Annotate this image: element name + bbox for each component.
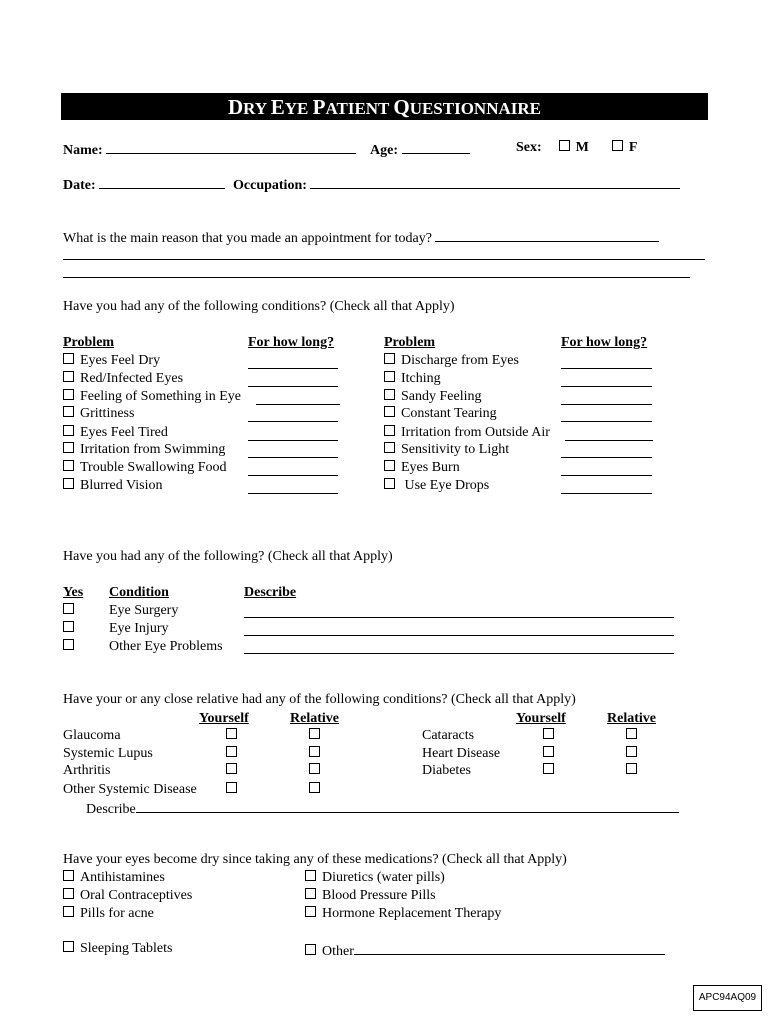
family-label: Cataracts [422, 728, 475, 743]
duration-line[interactable] [561, 475, 652, 476]
condition-row [63, 442, 225, 458]
relative-checkbox[interactable] [309, 728, 320, 739]
condition-checkbox[interactable] [63, 478, 74, 489]
form-code: APC94AQ09 [693, 985, 762, 1011]
medication-row [305, 941, 665, 960]
yourself-checkbox[interactable] [226, 728, 237, 739]
family-describe-row [86, 799, 679, 818]
duration-line[interactable] [248, 493, 338, 494]
condition-checkbox[interactable] [63, 442, 74, 453]
duration-line[interactable] [248, 457, 338, 458]
title-letter: D [228, 95, 244, 119]
medication-row [305, 888, 436, 904]
condition-checkbox[interactable] [384, 478, 395, 489]
family-label: Diabetes [422, 763, 471, 778]
family-label: Other Systemic Disease [63, 782, 197, 797]
medication-label: Blood Pressure Pills [322, 888, 436, 903]
condition-checkbox[interactable] [384, 371, 395, 382]
col-how-long-right: For how long? [561, 335, 648, 350]
condition-row [63, 353, 160, 369]
reason-line-3[interactable] [63, 277, 690, 278]
medication-checkbox[interactable] [305, 870, 316, 881]
col-yes: Yes [63, 585, 84, 600]
history-checkbox[interactable] [63, 603, 74, 614]
condition-row [384, 353, 519, 369]
duration-line[interactable] [248, 475, 338, 476]
condition-label: Trouble Swallowing Food [80, 460, 227, 475]
sex-label: Sex: [516, 140, 542, 155]
relative-checkbox[interactable] [309, 782, 320, 793]
reason-line-2[interactable] [63, 259, 705, 260]
history-checkbox-wrap [63, 621, 74, 637]
col-condition: Condition [109, 585, 169, 600]
family-label: Arthritis [63, 763, 111, 778]
family-checkbox-wrap [309, 746, 320, 762]
title-part: RY [243, 99, 267, 118]
condition-row [384, 371, 441, 387]
duration-line[interactable] [565, 440, 653, 441]
family-checkbox-wrap [226, 746, 237, 762]
history-label: Eye Surgery [109, 603, 179, 618]
duration-line[interactable] [561, 368, 652, 369]
family-checkbox-wrap [543, 728, 554, 744]
condition-label: Discharge from Eyes [401, 353, 519, 368]
condition-label: Eyes Feel Dry [80, 353, 161, 368]
duration-line[interactable] [248, 421, 338, 422]
condition-label: Constant Tearing [401, 406, 497, 421]
medication-checkbox[interactable] [305, 906, 316, 917]
condition-checkbox[interactable] [384, 389, 395, 400]
family-intro: Have your or any close relative had any of the following conditions? (Check all that Apply) [63, 692, 576, 707]
medication-label: Hormone Replacement Therapy [322, 906, 502, 921]
condition-checkbox[interactable] [63, 389, 74, 400]
title-letter: Q [393, 95, 410, 119]
duration-line[interactable] [248, 368, 338, 369]
occupation-row [233, 175, 680, 194]
medication-label: Pills for acne [80, 906, 154, 921]
family-checkbox-wrap [226, 763, 237, 779]
condition-label: Sandy Feeling [401, 389, 482, 404]
condition-label: Irritation from Outside Air [401, 425, 550, 440]
duration-line[interactable] [561, 493, 652, 494]
reason-question: What is the main reason that you made an appointment for today? [63, 231, 432, 246]
medication-row [63, 941, 172, 957]
history-checkbox[interactable] [63, 639, 74, 650]
relative-checkbox[interactable] [626, 763, 637, 774]
col-problem-left: Problem [63, 335, 115, 350]
family-checkbox-wrap [626, 746, 637, 762]
yourself-checkbox[interactable] [543, 763, 554, 774]
relative-checkbox[interactable] [626, 746, 637, 757]
title-letter: P [312, 95, 326, 119]
family-checkbox-wrap [309, 728, 320, 744]
date-label: Date: [63, 178, 96, 193]
name-label: Name: [63, 143, 103, 158]
date-row [63, 175, 225, 194]
condition-checkbox[interactable] [384, 442, 395, 453]
condition-label: Grittiness [80, 406, 135, 421]
family-checkbox-wrap [226, 728, 237, 744]
history-describe-line[interactable] [244, 653, 674, 654]
condition-label: Irritation from Swimming [80, 442, 226, 457]
yourself-checkbox[interactable] [226, 746, 237, 757]
age-label: Age: [370, 143, 398, 158]
family-checkbox-wrap [309, 782, 320, 798]
condition-label: Use Eye Drops [404, 478, 490, 493]
col-how-long-left: For how long? [248, 335, 335, 350]
family-label: Glaucoma [63, 728, 121, 743]
medication-checkbox[interactable] [63, 888, 74, 899]
name-row [63, 140, 356, 159]
history-label: Other Eye Problems [109, 639, 223, 654]
sex-m-checkbox[interactable] [559, 140, 570, 151]
reason-field[interactable] [435, 228, 659, 242]
duration-line[interactable] [248, 440, 338, 441]
condition-row [384, 425, 550, 441]
condition-checkbox[interactable] [384, 425, 395, 436]
condition-row [384, 406, 497, 422]
condition-label: Blurred Vision [80, 478, 163, 493]
medication-row [63, 870, 165, 886]
condition-row [384, 460, 460, 476]
medication-row [305, 906, 501, 922]
condition-checkbox[interactable] [384, 406, 395, 417]
condition-checkbox[interactable] [63, 371, 74, 382]
col-problem-right: Problem [384, 335, 436, 350]
medication-label: Oral Contraceptives [80, 888, 193, 903]
duration-line[interactable] [256, 404, 340, 405]
occupation-label: Occupation: [233, 178, 307, 193]
condition-label: Sensitivity to Light [401, 442, 510, 457]
condition-row [63, 406, 134, 422]
sex-row [516, 140, 637, 156]
other-medication-field[interactable] [354, 941, 665, 955]
duration-line[interactable] [561, 421, 652, 422]
family-describe-field[interactable] [136, 799, 679, 813]
sex-m-label: M [575, 140, 589, 155]
medication-label: Other [322, 944, 354, 959]
condition-checkbox[interactable] [384, 353, 395, 364]
condition-row [63, 460, 227, 476]
relative-checkbox[interactable] [626, 728, 637, 739]
history-checkbox[interactable] [63, 621, 74, 632]
family-checkbox-wrap [543, 763, 554, 779]
medication-label: Antihistamines [80, 870, 165, 885]
medication-row [63, 888, 192, 904]
condition-label: Red/Infected Eyes [80, 371, 184, 386]
medications-intro: Have your eyes become dry since taking any of these medications? (Check all that Apply) [63, 852, 567, 867]
medication-row [63, 906, 154, 922]
yourself-checkbox[interactable] [543, 746, 554, 757]
condition-row [384, 478, 489, 494]
describe-label: Describe [86, 802, 136, 817]
medication-label: Sleeping Tablets [80, 941, 173, 956]
name-field[interactable] [106, 140, 356, 154]
medication-checkbox[interactable] [305, 944, 316, 955]
condition-label: Feeling of Something in Eye [80, 389, 241, 404]
condition-row [63, 371, 183, 387]
occupation-field[interactable] [310, 175, 680, 189]
family-label: Systemic Lupus [63, 746, 153, 761]
condition-row [63, 425, 168, 441]
col-relative-left: Relative [290, 711, 339, 726]
family-checkbox-wrap [543, 746, 554, 762]
condition-label: Eyes Feel Tired [80, 425, 168, 440]
date-field[interactable] [99, 175, 225, 189]
condition-checkbox[interactable] [63, 460, 74, 471]
reason-row [63, 228, 659, 247]
history-label: Eye Injury [109, 621, 169, 636]
medication-checkbox[interactable] [305, 888, 316, 899]
family-checkbox-wrap [626, 763, 637, 779]
duration-line[interactable] [561, 386, 652, 387]
col-relative-right: Relative [607, 711, 656, 726]
medication-label: Diuretics (water pills) [322, 870, 445, 885]
condition-checkbox[interactable] [63, 425, 74, 436]
title-part: ATIENT [325, 99, 390, 118]
history-checkbox-wrap [63, 603, 74, 619]
condition-row [63, 478, 163, 494]
history-checkbox-wrap [63, 639, 74, 655]
col-describe: Describe [244, 585, 297, 600]
condition-checkbox[interactable] [63, 353, 74, 364]
sex-f-checkbox[interactable] [612, 140, 623, 151]
history-intro: Have you had any of the following? (Check all that Apply) [63, 549, 393, 564]
condition-row [63, 389, 241, 405]
sex-f-label: F [628, 140, 638, 155]
duration-line[interactable] [561, 404, 652, 405]
relative-checkbox[interactable] [309, 746, 320, 757]
yourself-checkbox[interactable] [226, 782, 237, 793]
history-describe-line[interactable] [244, 617, 674, 618]
condition-checkbox[interactable] [63, 406, 74, 417]
condition-label: Itching [401, 371, 441, 386]
relative-checkbox[interactable] [309, 763, 320, 774]
family-checkbox-wrap [626, 728, 637, 744]
yourself-checkbox[interactable] [543, 728, 554, 739]
condition-checkbox[interactable] [384, 460, 395, 471]
history-describe-line[interactable] [244, 635, 674, 636]
duration-line[interactable] [248, 386, 338, 387]
medication-checkbox[interactable] [63, 906, 74, 917]
family-label: Heart Disease [422, 746, 501, 761]
age-field[interactable] [402, 140, 470, 154]
yourself-checkbox[interactable] [226, 763, 237, 774]
conditions-intro: Have you had any of the following conditions? (Check all that Apply) [63, 299, 455, 314]
age-row [370, 140, 470, 159]
medication-checkbox[interactable] [63, 941, 74, 952]
title-part: YE [284, 99, 309, 118]
duration-line[interactable] [561, 457, 652, 458]
page-title [61, 93, 708, 120]
medication-row [305, 870, 445, 886]
condition-row [384, 442, 509, 458]
col-yourself-left: Yourself [199, 711, 249, 726]
title-part: UESTIONNAIRE [409, 99, 541, 118]
title-letter: E [270, 95, 285, 119]
condition-row [384, 389, 482, 405]
condition-label: Eyes Burn [401, 460, 460, 475]
family-checkbox-wrap [309, 763, 320, 779]
col-yourself-right: Yourself [516, 711, 566, 726]
family-checkbox-wrap [226, 782, 237, 798]
medication-checkbox[interactable] [63, 870, 74, 881]
